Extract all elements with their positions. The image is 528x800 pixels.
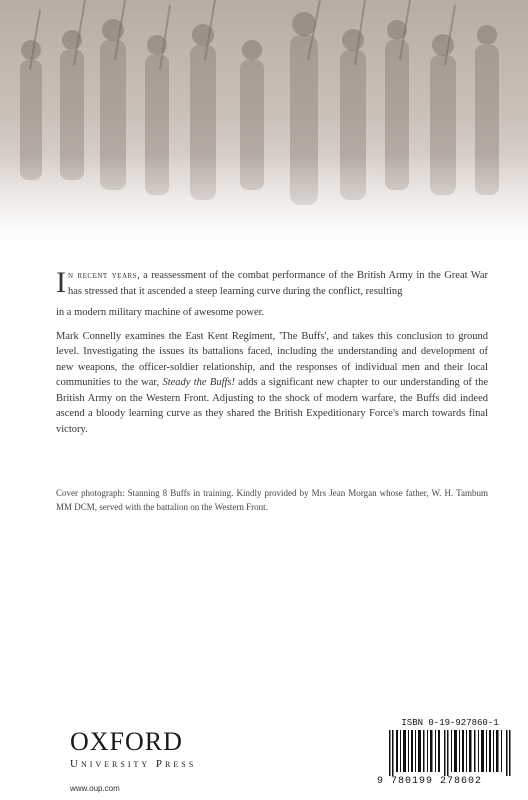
publisher-url: www.oup.com <box>70 784 120 793</box>
cover-photograph <box>0 0 528 260</box>
soldiers-marching-image <box>0 0 528 260</box>
back-cover-blurb <box>56 268 488 437</box>
blurb-paragraph-2 <box>56 329 488 438</box>
cover-credit: Cover photograph: Stanning 8 Buffs in training. Kindly provided by Mrs Jean Morgan whose father, W. H. Tambum MM DCM, served with the battalion on the Western Front. <box>56 488 488 512</box>
publisher-name: OXFORD <box>70 727 183 756</box>
blurb-paragraph-1-last-line: in a modern military machine of awesome power. <box>56 307 265 318</box>
publisher-logo <box>70 728 196 770</box>
blurb-paragraph-1 <box>56 268 488 321</box>
blurb-paragraph-1-text: , a reassessment of the combat performance of the British Army in the Great War has stressed that it ascended a steep learning curve during the conflict, resulting <box>68 270 488 297</box>
drop-cap: I <box>56 266 66 299</box>
barcode <box>375 718 515 790</box>
publisher-subtitle: University Press <box>70 758 197 770</box>
isbn-label: ISBN 0-19-927860-1 <box>401 718 499 728</box>
lead-in: n recent years <box>68 270 138 281</box>
book-title: Steady the Buffs! <box>162 377 235 388</box>
blurb-paragraph-2-before: Mark Connelly examines the East Kent Regiment, 'The Buffs', and takes this conclusion to ground level. Investigating the issues its battalions faced, including the understanding and development of new weapons, the officer-soldier relationship, and the responses of individual men and their local communities to the war, <box>56 330 488 388</box>
blurb-paragraph-2-after: adds a significant new chapter to our understanding of the British Army on the Western Front. Adjusting to the shock of modern warfare, the Buffs did indeed ascend a bloody learning curve as they shared the British Expeditionary Force's march towards final victory. <box>56 377 488 435</box>
barcode-bars-icon <box>389 730 511 776</box>
barcode-number: 9 780199 278602 <box>377 776 483 787</box>
